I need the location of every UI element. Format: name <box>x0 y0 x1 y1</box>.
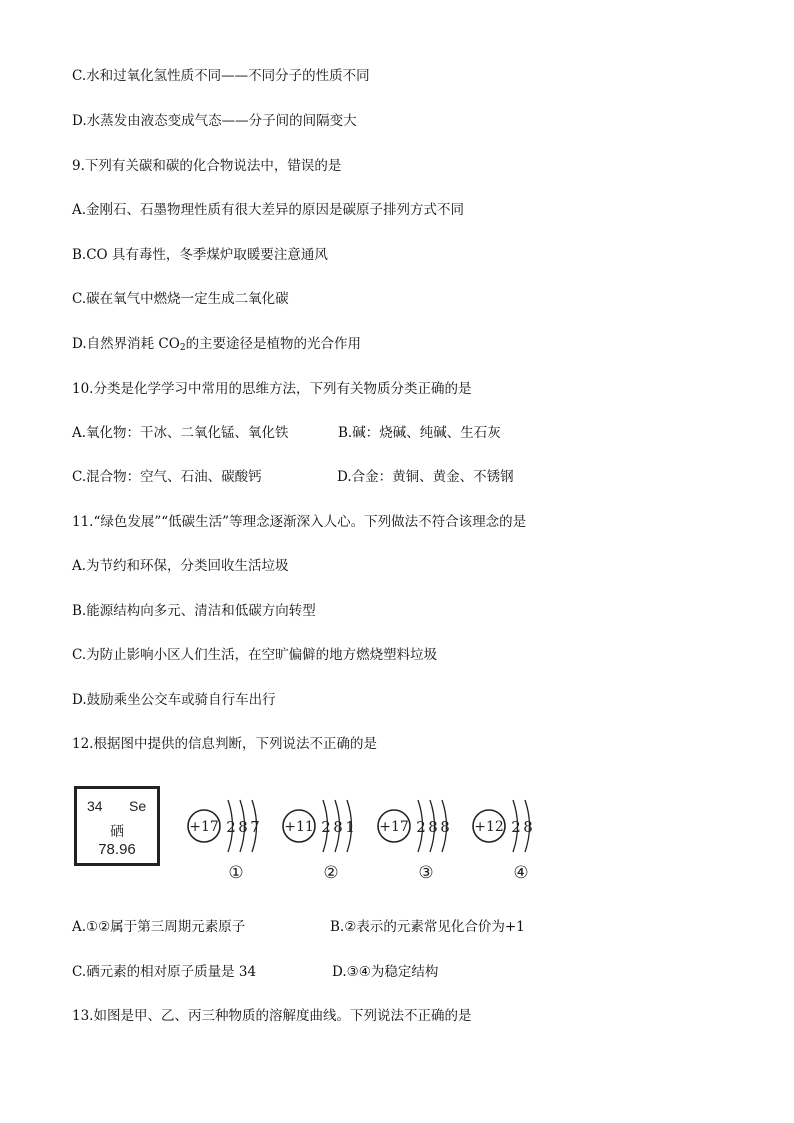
q9-option-a: A.金刚石、石墨物理性质有很大差异的原因是碳原子排列方式不同 <box>72 202 465 218</box>
q9-option-d-subscript: 2 <box>179 343 186 353</box>
element-name: 硒 <box>110 823 124 839</box>
q10-option-c: C.混合物：空气、石油、碳酸钙 <box>72 469 262 485</box>
q12-option-a: A.①②属于第三周期元素原子 <box>72 919 246 935</box>
atom-diagram-group <box>188 800 533 883</box>
shell-electron-count: 8 <box>428 818 438 836</box>
relative-atomic-mass: 78.96 <box>98 841 136 858</box>
q10-option-a: A.氧化物：干冰、二氧化锰、氧化铁 <box>72 425 289 441</box>
periodic-table-cell-selenium <box>74 786 160 866</box>
atom-label: ④ <box>513 863 529 883</box>
atom-diagram-2 <box>283 800 355 883</box>
q11-option-c: C.为防止影响小区人们生活，在空旷偏僻的地方燃烧塑料垃圾 <box>72 647 438 663</box>
q9-stem: 9.下列有关碳和碳的化合物说法中，错误的是 <box>72 158 342 174</box>
atom-diagram-3 <box>378 800 450 883</box>
atom-diagram-4 <box>473 800 533 883</box>
element-symbol: Se <box>129 798 147 814</box>
q10-option-d: D.合金：黄铜、黄金、不锈钢 <box>337 469 514 485</box>
q9-option-b: B.CO 具有毒性，冬季煤炉取暖要注意通风 <box>72 247 328 263</box>
q13-stem: 13.如图是甲、乙、丙三种物质的溶解度曲线。下列说法不正确的是 <box>72 1008 472 1024</box>
q8-option-c: C.水和过氧化氢性质不同——不同分子的性质不同 <box>72 68 370 84</box>
shell-electron-count: 2 <box>321 818 331 836</box>
q10-stem: 10.分类是化学学习中常用的思维方法，下列有关物质分类正确的是 <box>72 381 472 397</box>
q12-stem: 12.根据图中提供的信息判断，下列说法不正确的是 <box>72 736 377 752</box>
shell-electron-count: 2 <box>226 818 236 836</box>
q11-stem: 11.“绿色发展”“低碳生活”等理念逐渐深入人心。下列做法不符合该理念的是 <box>72 514 527 530</box>
atomic-number: 34 <box>87 798 103 814</box>
nucleus-charge: +12 <box>474 819 504 835</box>
q9-option-d-pre: D.自然界消耗 CO <box>72 336 180 352</box>
shell-electron-count: 2 <box>416 818 426 836</box>
q11-option-a: A.为节约和环保，分类回收生活垃圾 <box>72 558 289 574</box>
q11-option-b: B.能源结构向多元、清洁和低碳方向转型 <box>72 603 316 619</box>
q10-option-b: B.碱：烧碱、纯碱、生石灰 <box>338 425 501 441</box>
atom-label: ① <box>228 863 244 883</box>
q12-option-c: C.硒元素的相对原子质量是 34 <box>72 964 257 980</box>
nucleus-charge: +11 <box>284 819 314 835</box>
shell-electron-count: 8 <box>238 818 248 836</box>
nucleus-charge: +17 <box>189 819 219 835</box>
shell-electron-count: 1 <box>345 818 355 836</box>
shell-electron-count: 8 <box>333 818 343 836</box>
atom-label: ② <box>323 863 339 883</box>
q9-option-c: C.碳在氧气中燃烧一定生成二氧化碳 <box>72 291 289 307</box>
q12-option-b: B.②表示的元素常见化合价为+1 <box>330 919 525 935</box>
shell-electron-count: 8 <box>440 818 450 836</box>
shell-electron-count: 2 <box>511 818 521 836</box>
nucleus-charge: +17 <box>379 819 409 835</box>
atomic-structure-diagrams <box>180 786 560 886</box>
q9-option-d-post: 的主要途径是植物的光合作用 <box>185 336 362 352</box>
q11-option-d: D.鼓励乘坐公交车或骑自行车出行 <box>72 692 276 708</box>
shell-electron-count: 8 <box>523 818 533 836</box>
q9-option-d <box>72 335 361 357</box>
atom-diagram-1 <box>188 800 260 883</box>
q12-option-d: D.③④为稳定结构 <box>332 964 439 980</box>
q8-option-d: D.水蒸发由液态变成气态——分子间的间隔变大 <box>72 113 357 129</box>
shell-electron-count: 7 <box>250 818 260 836</box>
atom-label: ③ <box>418 863 434 883</box>
